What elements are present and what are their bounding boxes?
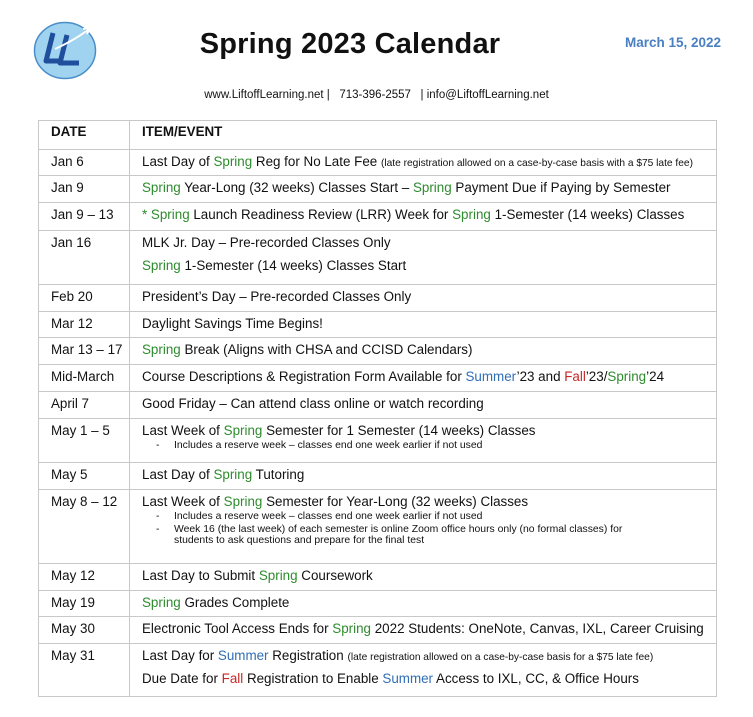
event-column-header: ITEM/EVENT [130,121,717,150]
row-date: Jan 16 [39,231,130,285]
row-event: Last Day of Spring Tutoring [130,463,717,490]
date-column-header: DATE [39,121,130,150]
row-event: Last Day to Submit Spring Coursework [130,564,717,591]
table-row [39,285,717,312]
row-event: Daylight Savings Time Begins! [130,312,717,338]
table-row [39,419,717,463]
row-date: May 1 – 5 [39,419,130,463]
row-date: Mar 13 – 17 [39,338,130,365]
row-date: May 19 [39,591,130,617]
row-event: Last Week of Spring Semester for Year-Long (32 weeks) Classes - Includes a reserve week – classes end one week earlier if not used - Week 16 (the last week) of each semester is online Zoom office hours only (no formal classes) for students to ask questions and prepare for the final test [130,490,717,564]
row-date: May 8 – 12 [39,490,130,564]
row-date: Jan 9 [39,176,130,203]
event-note-continued: students to ask questions and prepare for the final test [174,535,425,546]
row-event: Last Day of Spring Reg for No Late Fee (late registration allowed on a case-by-case basis with a $75 late fee) [130,150,717,176]
row-event: * Spring Launch Readiness Review (LRR) Week for Spring 1-Semester (14 weeks) Classes [130,203,717,231]
document-date: March 15, 2022 [625,35,722,50]
row-date: Mar 12 [39,312,130,338]
row-event: Electronic Tool Access Ends for Spring 2022 Students: OneNote, Canvas, IXL, Career Cruising [130,617,717,644]
table-row [39,591,717,617]
table-row [39,176,717,203]
row-date: May 30 [39,617,130,644]
table-row [39,365,717,392]
row-date: Mid-March [39,365,130,392]
row-date: May 12 [39,564,130,591]
row-event: President’s Day – Pre-recorded Classes Only [130,285,717,312]
table-row [39,312,717,338]
table-header-row [39,121,717,150]
table-row [39,203,717,231]
row-event: Spring Grades Complete [130,591,717,617]
table-row [39,617,717,644]
calendar-table [38,120,717,697]
row-date: Jan 9 – 13 [39,203,130,231]
table-row [39,231,717,285]
row-event: Last Day for Summer Registration (late registration allowed on a case-by-case basis for a $75 late fee) Due Date for Fall Registration to Enable Summer Access to IXL, CC, & Office Hours [130,644,717,697]
row-date: Feb 20 [39,285,130,312]
table-row [39,338,717,365]
row-date: May 5 [39,463,130,490]
contact-line: www.LiftoffLearning.net | 713-396-2557 | info@LiftoffLearning.net [204,89,549,101]
row-event: Last Week of Spring Semester for 1 Semester (14 weeks) Classes - Includes a reserve week – classes end one week earlier if not used [130,419,717,463]
row-event: Good Friday – Can attend class online or watch recording [130,392,717,419]
row-date: Jan 6 [39,150,130,176]
table-row [39,644,717,697]
event-note: - Includes a reserve week – classes end one week earlier if not used [130,438,716,451]
row-event: Spring Year-Long (32 weeks) Classes Start – Spring Payment Due if Paying by Semester [130,176,717,203]
row-event: Course Descriptions & Registration Form Available for Summer’23 and Fall’23/Spring’24 [130,365,717,392]
event-note: - Includes a reserve week – classes end one week earlier if not used [130,509,716,522]
row-event: MLK Jr. Day – Pre-recorded Classes Only Spring 1-Semester (14 weeks) Classes Start [130,231,717,285]
table-row [39,150,717,176]
table-row [39,564,717,591]
table-row [39,463,717,490]
row-event: Spring Break (Aligns with CHSA and CCISD Calendars) [130,338,717,365]
row-date: May 31 [39,644,130,697]
page-title: Spring 2023 Calendar [199,28,501,60]
table-row [39,392,717,419]
event-note: - Week 16 (the last week) of each semester is online Zoom office hours only (no formal classes) for [130,522,716,535]
table-row [39,490,717,564]
row-date: April 7 [39,392,130,419]
